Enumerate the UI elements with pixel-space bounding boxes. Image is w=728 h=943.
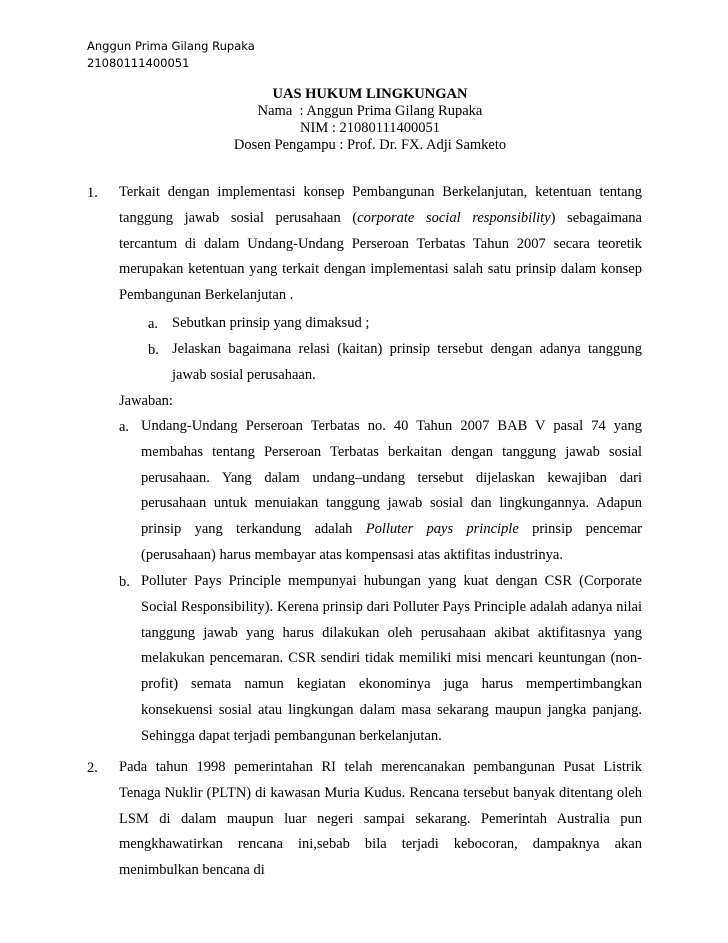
question-1-text — [119, 180, 642, 309]
answer-b-marker: b. — [119, 574, 130, 590]
answer-b-text: Polluter Pays Principle mempunyai hubungan yang kuat dengan CSR (Corporate Social Responsibility). Kerena prinsip dari Polluter Pays Principle adalah adanya nilai tanggung jawab yang harus dilakukan oleh perusahaan akibat aktifitasnya yang melakukan pencemaran. CSR sendiri tidak memiliki misi mencari keuntungan (non-profit) semata namun kegiatan ekonominya juga harus mempertimbangkan konsekuensi sosial atau lingkungan dalam masa sekarang maupun jangka panjang. Sehingga dapat terjadi pembangunan berkelanjutan. — [141, 573, 642, 744]
sub-a-text: Sebutkan prinsip yang dimaksud ; — [172, 315, 370, 331]
question-1-text-part2: ) sebagaimana tercantum di dalam Undang-Undang Perseroan Terbatas Tahun 2007 secara teoretik merupakan ketentuan yang terkait dengan implementasi salah satu prinsip dalam konsep Pembangunan Berkelanjutan . — [119, 209, 642, 304]
question-1-number: 1. — [87, 185, 98, 201]
answer-a-italic: Polluter pays principle — [365, 521, 519, 538]
sub-b-marker: b. — [148, 342, 159, 358]
answer-a-part2: prinsip pencemar (perusahaan) harus membayar atas kompensasi atas aktifitas industrinya. — [141, 521, 642, 563]
page-header — [87, 38, 255, 72]
question-2-number: 2. — [87, 760, 98, 776]
title-block — [0, 86, 728, 154]
question-1-text-part1: Terkait dengan implementasi konsep Pembangunan Berkelanjutan, ketentuan tentang tanggung jawab sosial perusahaan ( — [119, 184, 642, 226]
answer-a-marker: a. — [119, 419, 130, 435]
sub-b-text: Jelaskan bagaimana relasi (kaitan) prinsip tersebut dengan adanya tanggung jawab sosial perusahaan. — [172, 341, 642, 383]
sub-a-marker: a. — [148, 316, 159, 332]
answer-a-text — [141, 414, 642, 569]
title-nim: NIM : 21080111400051 — [300, 120, 440, 136]
question-2-text: Pada tahun 1998 pemerintahan RI telah merencanakan pembangunan Pusat Listrik Tenaga Nuklir (PLTN) di kawasan Muria Kudus. Rencana tersebut banyak ditentang oleh LSM di dalam maupun luar negeri sampai sekarang. Pemerintah Australia pun mengkhawatirkan rencana ini,sebab bila terjadi kebocoran, dampaknya akan menimbulkan bencana di — [119, 759, 642, 879]
title-dosen: Dosen Pengampu : Prof. Dr. FX. Adji Samketo — [233, 137, 507, 153]
question-1-text-italic: corporate social responsibility — [357, 209, 551, 226]
header-author: Anggun Prima Gilang Rupaka — [87, 39, 255, 53]
answer-a-part1: Undang-Undang Perseroan Terbatas no. 40 Tahun 2007 BAB V pasal 74 yang membahas tentang Perseroan Terbatas berkaitan dengan tanggung jawab sosial perusahaan. Yang dalam undang–undang tersebut dijelaskan kewajiban dari perusahaan untuk menuiakan tanggung jawab sosial dan lingkungannya. Adapun prinsip yang terkandung adalah — [141, 418, 642, 538]
header-nim: 21080111400051 — [87, 56, 190, 70]
jawaban-label: Jawaban: — [119, 393, 173, 409]
document-title: UAS HUKUM LINGKUNGAN — [272, 86, 468, 102]
title-nama: Nama : Anggun Prima Gilang Rupaka — [257, 103, 483, 119]
